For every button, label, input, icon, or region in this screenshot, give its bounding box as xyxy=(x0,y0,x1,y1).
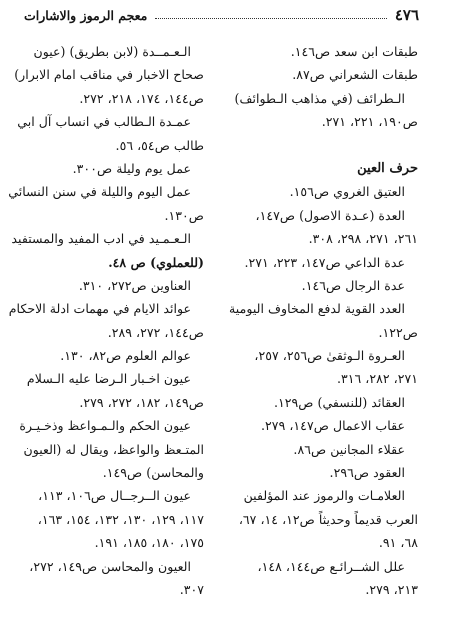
right-column xyxy=(220,40,418,601)
index-entry-line: العدة (عـدة الاصول) ص١٤٧، xyxy=(255,207,405,223)
index-entry-line: ١١٧، ١٢٩، ١٣٠، ١٣٢، ١٥٤، ١٦٣، xyxy=(37,511,204,527)
index-entry-line: عدة الداعي ص١٤٧، ٢٢٣، ٢٧١. xyxy=(244,254,405,270)
index-entry-line: عوالم العلوم ص٨٢، ١٣٠. xyxy=(60,348,191,364)
index-entry-line xyxy=(220,134,418,157)
index-entry-line: ٢٦١، ٢٧١، ٢٩٨، ٣٠٨. xyxy=(308,231,418,247)
index-entry-line: الـطرائف (في مذاهب الـطوائف) xyxy=(234,90,405,106)
index-entry-line: العيون والمحاسن ص١٤٩، ٢٧٢، xyxy=(29,558,191,574)
index-entry-line: عيون اخـبار الـرضا عليه الـسلام xyxy=(26,371,191,387)
index-entry-line: طالب ص٥٤، ٥٦. xyxy=(115,137,204,153)
index-entry-line: ص١٤٩، ١٨٢، ٢٧٢، ٢٧٩. xyxy=(79,394,204,410)
index-entry-line: والمحاسن) ص١٤٩. xyxy=(102,465,204,481)
index-entry-line: العتيق الغروي ص١٥٦. xyxy=(289,184,405,200)
running-title: معجم الرموز والاشارات xyxy=(24,7,148,23)
index-entry-line: العقائد (للنسفي) ص١٢٩. xyxy=(273,394,405,410)
index-entry-line: عقاب الاعمال ص١٤٧، ٢٧٩. xyxy=(261,418,405,434)
index-entry-line: ص١٩٠، ٢٢١، ٢٧١. xyxy=(321,114,418,130)
index-entry-line: المتـعظ والواعظ، ويقال له (العيون xyxy=(23,441,204,457)
index-entry-line: العرب قديماً وحديثاً ص١٢، ١٤، ٦٧، xyxy=(238,511,418,527)
index-entry-line: عيون الحكم والـمـواعظ وذخـيـرة xyxy=(19,418,191,434)
index-entry-line: الـعـمـيد في ادب المفيد والمستفيد xyxy=(11,231,191,247)
section-heading: حرف العين xyxy=(357,160,418,176)
page-header xyxy=(24,4,419,26)
index-entry-line: ٢١٣، ٢٧٩. xyxy=(365,581,418,597)
index-entry-line: (للعملوي) ص ٤٨. xyxy=(108,254,204,270)
index-entry-line: ٣٠٧. xyxy=(179,581,204,597)
index-entry-line: عقلاء المجانين ص٨٦. xyxy=(293,441,405,457)
index-entry-line: ص١٣٠. xyxy=(164,207,204,223)
index-entry-line: صحاح الاخبار في مناقب امام الابرار) xyxy=(14,67,204,83)
index-entry-line: عمـدة الـطالب في انساب آل ابي xyxy=(17,114,191,130)
index-entry-line: العقود ص٢٩٦. xyxy=(329,465,405,481)
index-entry-line: ٢٧١، ٢٨٢، ٣١٦. xyxy=(336,371,418,387)
index-entry-line: طبقات ابن سعد ص١٤٦. xyxy=(290,44,418,59)
index-entry-line: ص١٢٢. xyxy=(378,324,418,340)
left-column xyxy=(8,40,204,601)
index-entry-line: العـروة الـوثقىٰ ص٢٥٦، ٢٥٧، xyxy=(254,348,405,364)
index-entry-line: الـعـمــدة (لابن بطريق) (عيون xyxy=(33,44,191,59)
index-entry-line: ص١٤٤، ٢٧٢، ٢٨٩. xyxy=(107,324,204,340)
index-entry-line: العلامـات والرموز عند المؤلفين xyxy=(243,488,405,504)
index-entry-line: علل الشــرائـع ص١٤٤، ١٤٨، xyxy=(257,558,405,574)
index-entry-line: طبقات الشعراني ص٨٧. xyxy=(292,67,418,83)
index-entry-line: ٦٨، ٩١. xyxy=(378,535,418,551)
index-entry-line: عمل يوم وليلة ص٣٠٠. xyxy=(72,160,191,176)
index-entry-line: ١٧٥، ١٨٠، ١٨٥، ١٩١. xyxy=(94,535,204,551)
index-entry-line: عيون الــرجــال ص١٠٦، ١١٣، xyxy=(38,488,191,504)
index-entry-line: ص١٤٤، ١٧٤، ٢١٨، ٢٧٢. xyxy=(79,90,204,106)
index-entry-line: عمل اليوم والليلة في سنن النسائي xyxy=(8,184,191,200)
page-number: ٤٧٦ xyxy=(394,6,419,24)
header-dotted-rule xyxy=(155,12,386,19)
index-entry-line: العدد القوية لدفع المخاوف اليومية xyxy=(229,301,405,317)
index-entry-line: عوائد الايام في مهمات ادلة الاحكام xyxy=(8,301,191,317)
index-entry-line: العناوين ص٢٧٢، ٣١٠. xyxy=(78,277,191,293)
index-entry-line: عدة الرجال ص١٤٦. xyxy=(301,277,405,293)
